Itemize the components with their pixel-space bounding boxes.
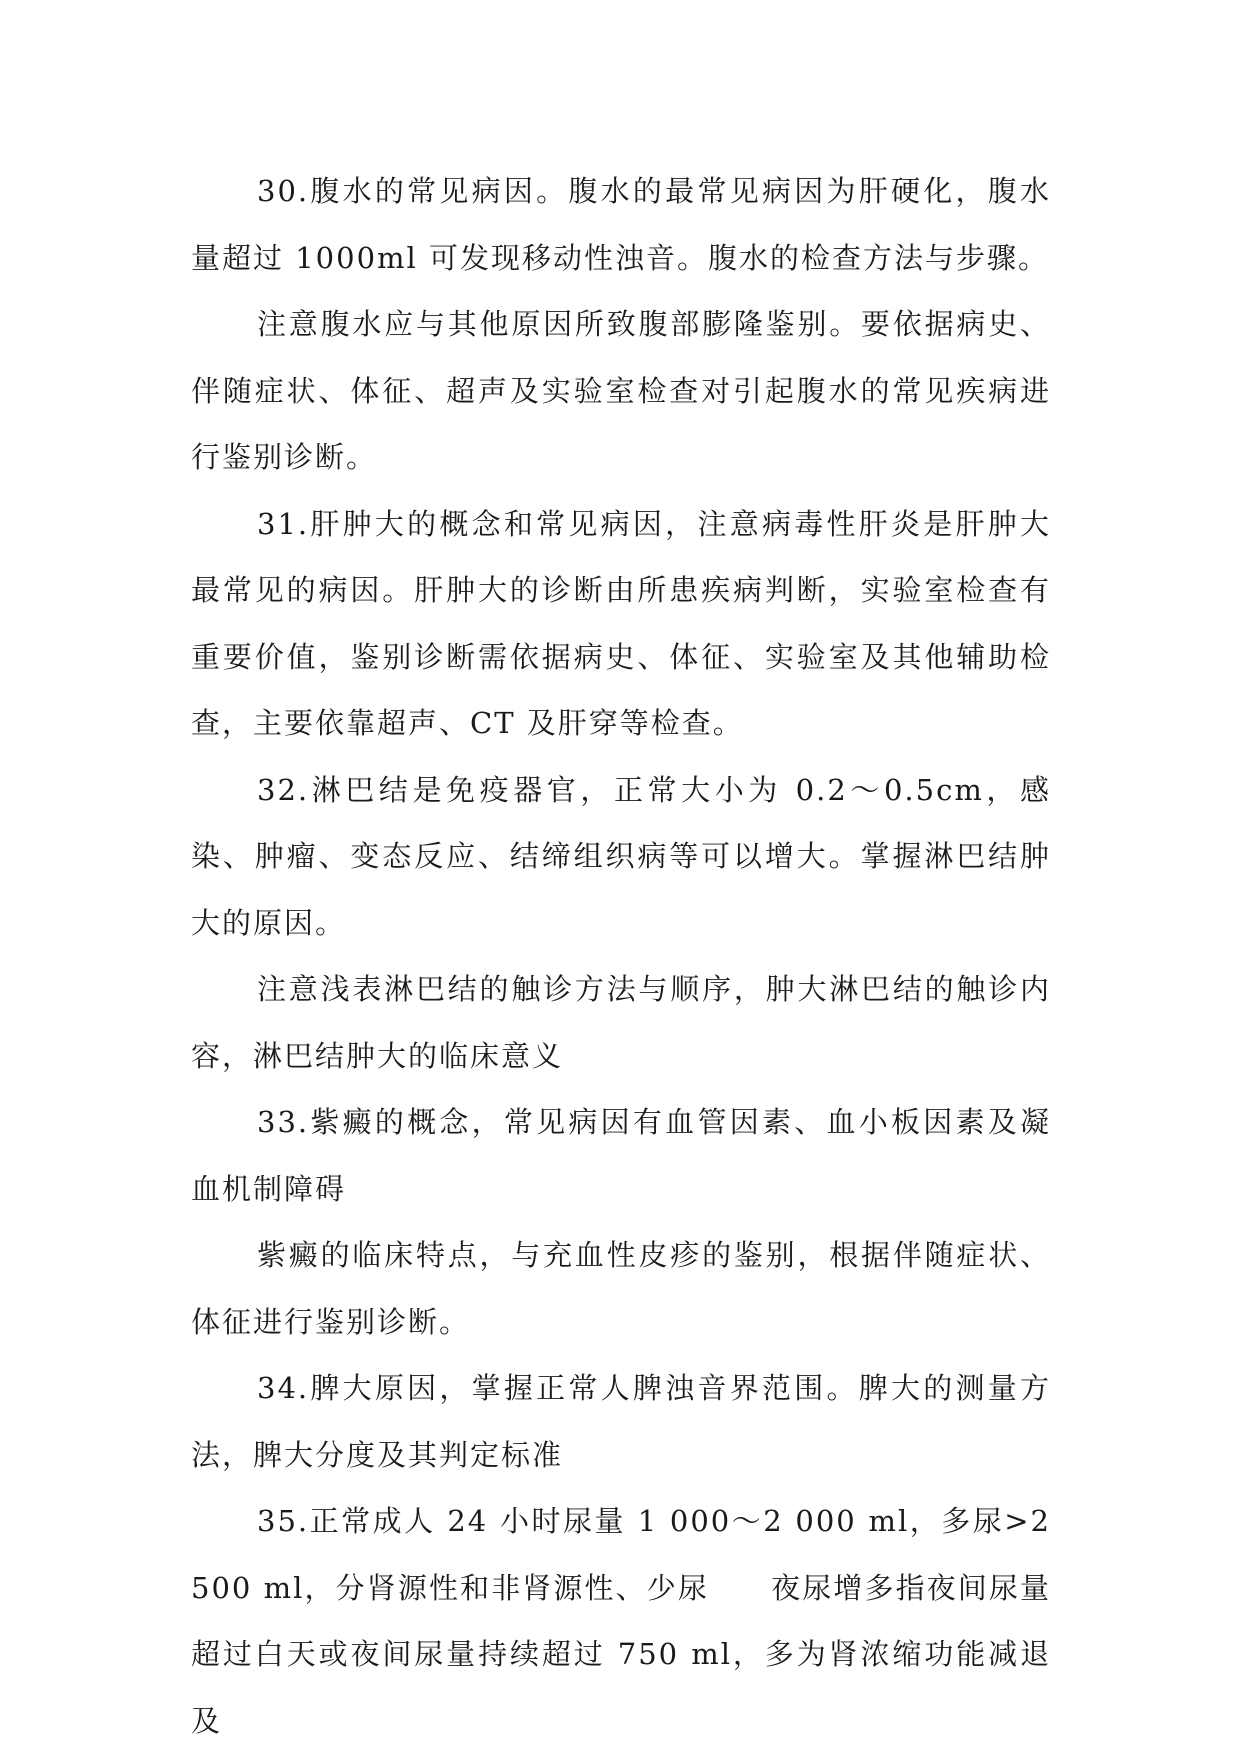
paragraph-urine-volume: 35.正常成人 24 小时尿量 1 000～2 000 ml，多尿>2 500 ml，分肾源性和非肾源性、少尿 夜尿增多指夜间尿量超过白天或夜间尿量持续超过 750 ml，多为肾浓缩功能减退及 bbox=[191, 1504, 1051, 1738]
paragraph-purpura-features: 紫癜的临床特点，与充血性皮疹的鉴别，根据伴随症状、体征进行鉴别诊断。 bbox=[191, 1238, 1051, 1339]
document-body bbox=[191, 158, 1051, 1754]
paragraph-lymph-nodes: 32.淋巴结是免疫器官，正常大小为 0.2～0.5cm，感染、肿瘤、变态反应、结缔组织病等可以增大。掌握淋巴结肿大的原因。 bbox=[191, 772, 1051, 940]
paragraph-ascites-differential: 注意腹水应与其他原因所致腹部膨隆鉴别。要依据病史、伴随症状、体征、超声及实验室检查对引起腹水的常见疾病进行鉴别诊断。 bbox=[191, 307, 1051, 474]
paragraph-ascites-causes: 30.腹水的常见病因。腹水的最常见病因为肝硬化，腹水量超过 1000ml 可发现移动性浊音。腹水的检查方法与步骤。 bbox=[191, 174, 1051, 275]
paragraph-lymph-node-palpation: 注意浅表淋巴结的触诊方法与顺序，肿大淋巴结的触诊内容，淋巴结肿大的临床意义 bbox=[191, 972, 1051, 1073]
paragraph-splenomegaly: 34.脾大原因，掌握正常人脾浊音界范围。脾大的测量方法，脾大分度及其判定标准 bbox=[191, 1371, 1051, 1472]
paragraph-purpura-causes: 33.紫癜的概念，常见病因有血管因素、血小板因素及凝血机制障碍 bbox=[191, 1105, 1051, 1206]
paragraph-hepatomegaly: 31.肝肿大的概念和常见病因，注意病毒性肝炎是肝肿大最常见的病因。肝肿大的诊断由所患疾病判断，实验室检查有重要价值，鉴别诊断需依据病史、体征、实验室及其他辅助检查，主要依靠超声、CT 及肝穿等检查。 bbox=[191, 506, 1051, 740]
